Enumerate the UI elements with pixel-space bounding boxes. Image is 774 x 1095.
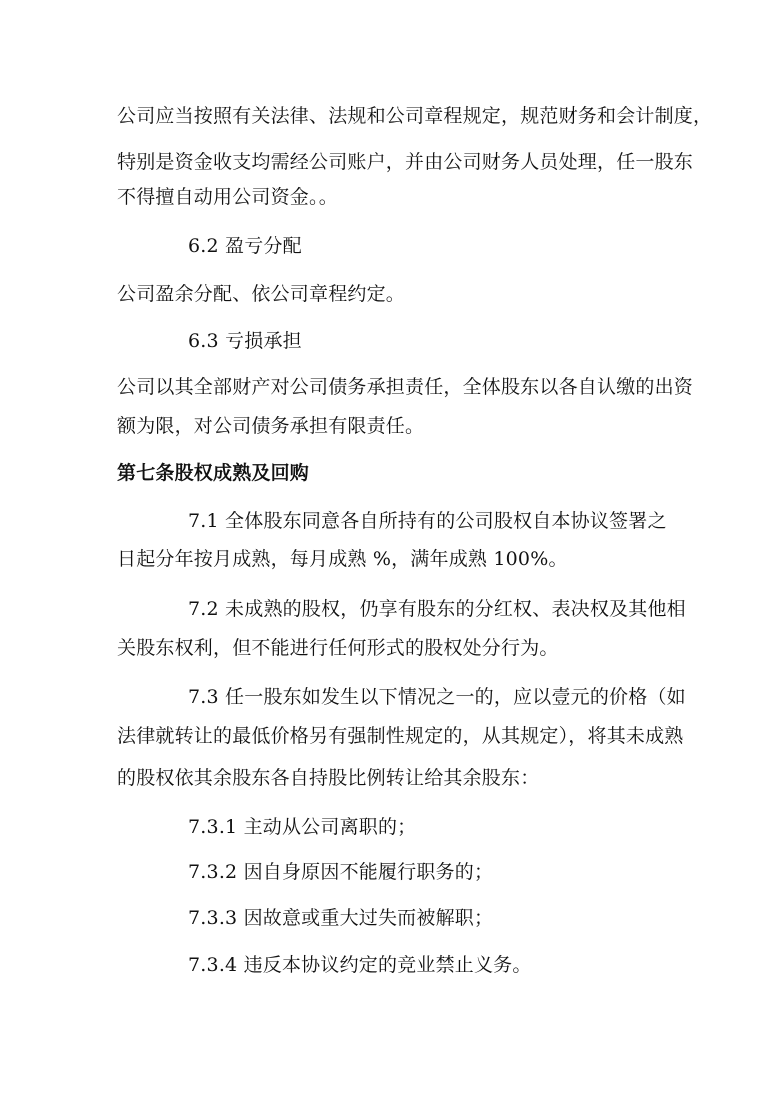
- clause-7-1-line: 7.1 全体股东同意各自所持有的公司股权自本协议签署之: [188, 510, 667, 532]
- clause-7-2-line: 7.2 未成熟的股权，仍享有股东的分红权、表决权及其他相: [188, 598, 686, 620]
- paragraph-line: 不得擅自动用公司资金。。: [117, 186, 338, 208]
- list-item: 7.3.4 违反本协议约定的竞业禁止义务。: [188, 954, 532, 976]
- clause-7-3-line: 的股权依其余股东各自持股比例转让给其余股东：: [117, 767, 540, 789]
- paragraph-line: 额为限，对公司债务承担有限责任。: [117, 415, 425, 437]
- section-heading-6-2: 6.2 盈亏分配: [188, 235, 302, 257]
- clause-7-2-line: 关股东权利，但不能进行任何形式的股权处分行为。: [117, 637, 559, 659]
- list-item: 7.3.2 因自身原因不能履行职务的；: [188, 861, 494, 883]
- paragraph-line: 公司以其全部财产对公司债务承担责任，全体股东以各自认缴的出资: [117, 376, 694, 398]
- clause-7-3-line: 7.3 任一股东如发生以下情况之一的，应以壹元的价格（如: [188, 686, 686, 708]
- article-title: 第七条股权成熟及回购: [117, 462, 310, 484]
- clause-7-3-line: 法律就转让的最低价格另有强制性规定的，从其规定），将其未成熟: [117, 725, 684, 747]
- section-heading-6-3: 6.3 亏损承担: [188, 330, 302, 352]
- list-item: 7.3.1 主动从公司离职的；: [188, 816, 417, 838]
- list-item: 7.3.3 因故意或重大过失而被解职；: [188, 907, 494, 929]
- paragraph-line: 特别是资金收支均需经公司账户，并由公司财务人员处理，任一股东: [117, 151, 694, 173]
- paragraph-line: 公司盈余分配、依公司章程约定。: [117, 283, 406, 305]
- paragraph-line: 公司应当按照有关法律、法规和公司章程规定，规范财务和会计制度，: [117, 105, 713, 127]
- clause-7-1-line: 日起分年按月成熟，每月成熟 %，满年成熟 100%。: [117, 548, 568, 570]
